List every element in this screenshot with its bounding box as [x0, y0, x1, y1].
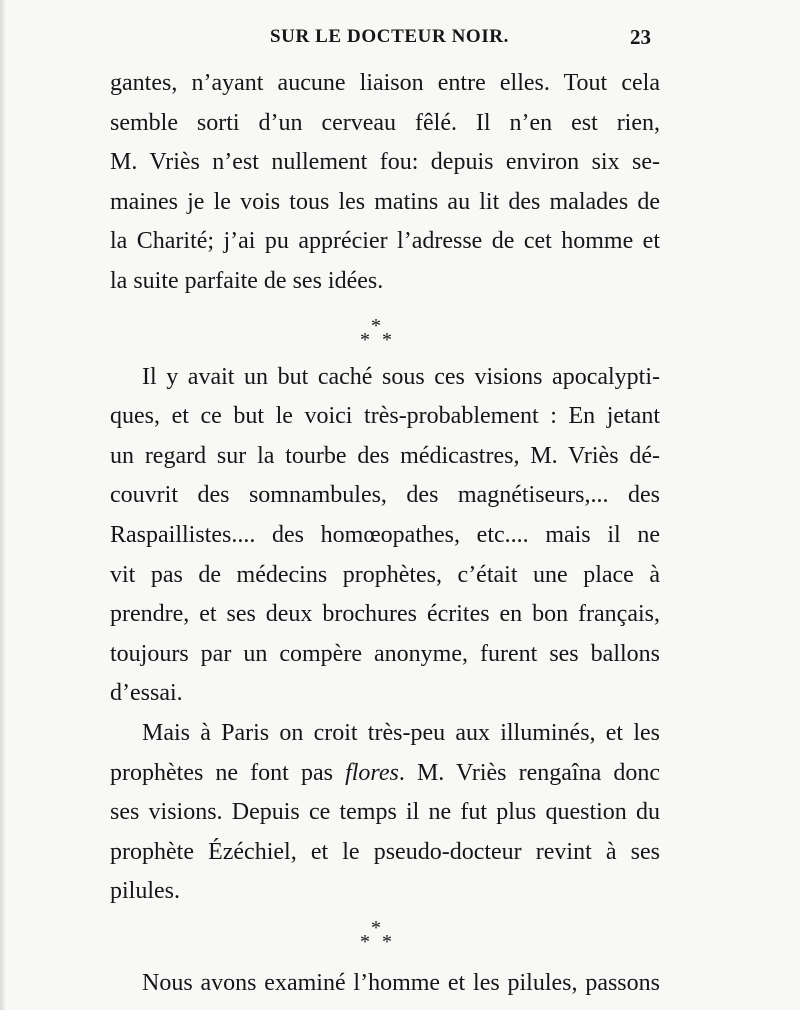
text-line: la suite parfaite de ses idées.: [110, 267, 384, 294]
text-line: gantes, n’ayant aucune liaison entre elles. Tout cela: [110, 70, 660, 96]
text-line: Nous avons examiné l’homme et les pilules, passons: [142, 969, 660, 996]
italic-word: flores: [345, 759, 399, 786]
text-line: d’essai.: [110, 680, 183, 707]
asterism-star: *: [360, 328, 370, 351]
text-line: semble sorti d’un cerveau fêlé. Il n’en est rien,: [110, 109, 660, 136]
text-line: pilules.: [110, 878, 180, 905]
page-number: 23: [630, 25, 651, 49]
text-line: Raspaillistes.... des homœopathes, etc.... mais il ne: [110, 521, 660, 548]
asterism-star: *: [371, 916, 381, 939]
text-line: maines je le vois tous les matins au lit des malades de: [110, 188, 660, 215]
text-line: un regard sur la tourbe des médicastres, M. Vriès dé-: [110, 442, 660, 469]
asterism-star: *: [371, 314, 381, 337]
running-title: SUR LE DOCTEUR NOIR.: [270, 26, 509, 47]
asterism-star: *: [360, 930, 370, 953]
text-line: prendre, et ses deux brochures écrites en bon français,: [110, 601, 660, 628]
paragraph-3: [110, 714, 660, 912]
text-line-with-italic: [110, 754, 660, 794]
paragraph-4: [110, 964, 660, 1004]
asterism-star: *: [382, 328, 392, 351]
text-line: toujours par un compère anonyme, furent ses ballons: [110, 640, 660, 667]
text-line: la Charité; j’ai pu apprécier l’adresse de cet homme et: [110, 228, 660, 255]
text-line: Mais à Paris on croit très-peu aux illuminés, et les: [142, 719, 660, 746]
text-line: vit pas de médecins prophètes, c’était une place à: [110, 561, 660, 588]
text-run: . M. Vriès rengaîna donc: [398, 759, 661, 786]
text-line: Il y avait un but caché sous ces visions apocalypti-: [142, 363, 660, 390]
paragraph-1: [110, 64, 660, 302]
asterism-star: *: [382, 930, 392, 953]
page-edge-shadow: [0, 0, 6, 1010]
text-line: prophète Ézéchiel, et le pseudo-docteur revint à ses: [110, 838, 660, 865]
asterism-divider: [110, 302, 660, 358]
running-head: [0, 26, 800, 56]
paragraph-2: [110, 358, 660, 714]
text-line: ses visions. Depuis ce temps il ne fut plus question du: [110, 799, 660, 826]
asterism-divider: [110, 912, 660, 964]
text-line: ques, et ce but le voici très-probablement : En jetant: [110, 403, 660, 430]
text-line: couvrit des somnambules, des magnétiseurs,... des: [110, 482, 660, 509]
text-line: M. Vriès n’est nullement fou: depuis environ six se-: [110, 149, 660, 176]
body-text: [110, 64, 660, 1003]
text-run: prophètes ne font pas: [110, 759, 346, 786]
